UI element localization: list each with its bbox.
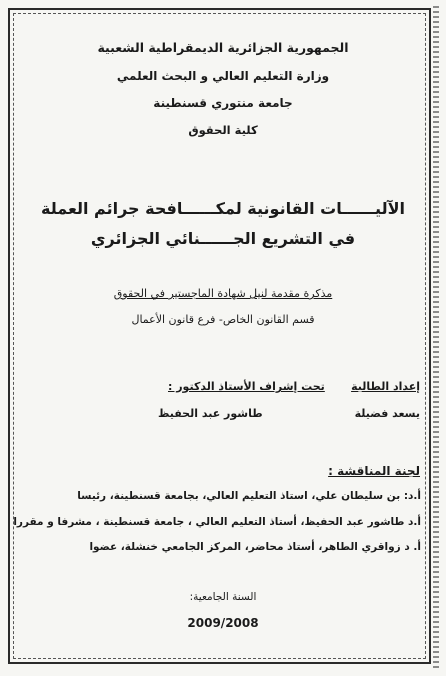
thesis-subtitle-degree-text: مذكرة مقدمة لنيل شهادة الماجستير في الحقوق [113, 287, 333, 300]
jury-member: أ.د طاشور عبد الحفيظ، أستاذ التعليم العالي ، جامعة قسنطينة ، مشرفا و مقررا [13, 516, 421, 528]
thesis-subtitle-degree [0, 287, 446, 300]
header-university: جامعة منتوري قسنطينة [153, 96, 293, 110]
thesis-subtitle-department: قسم القانون الخاص- فرع قانون الأعمال [131, 313, 315, 326]
thesis-title-line2: في التشريع الجــــــنائي الجزائري [90, 229, 356, 248]
jury-title: لجنة المناقشة : [328, 464, 420, 478]
thesis-title-line1: الآليــــــات القانونية لمكــــــافحة جرائم العملة [41, 199, 405, 218]
header-ministry: وزارة التعليم العالي و البحث العلمي [116, 69, 330, 83]
academic-year-label: السنة الجامعية: [189, 591, 257, 603]
student-name: يسعد فضيلة [354, 407, 420, 420]
academic-year-value: 2009/2008 [187, 616, 259, 630]
jury-member: أ. د زواقري الطاهر، أستاذ محاضر، المركز الجامعي خنشلة، عضوا [89, 541, 421, 553]
header-republic: الجمهورية الجزائرية الديمقراطية الشعبية [97, 40, 349, 55]
jury-member: أ.د: بن سليطان علي، استاذ التعليم العالي، بجامعة قسنطينة، رئيسا [77, 490, 421, 502]
supervisor-name: طاشور عبد الحفيظ [158, 407, 263, 420]
header-faculty: كلية الحقوق [188, 123, 258, 137]
student-label: إعداد الطالبة [351, 380, 420, 393]
supervisor-label: تحت إشراف الأستاذ الدكتور : [168, 380, 325, 393]
